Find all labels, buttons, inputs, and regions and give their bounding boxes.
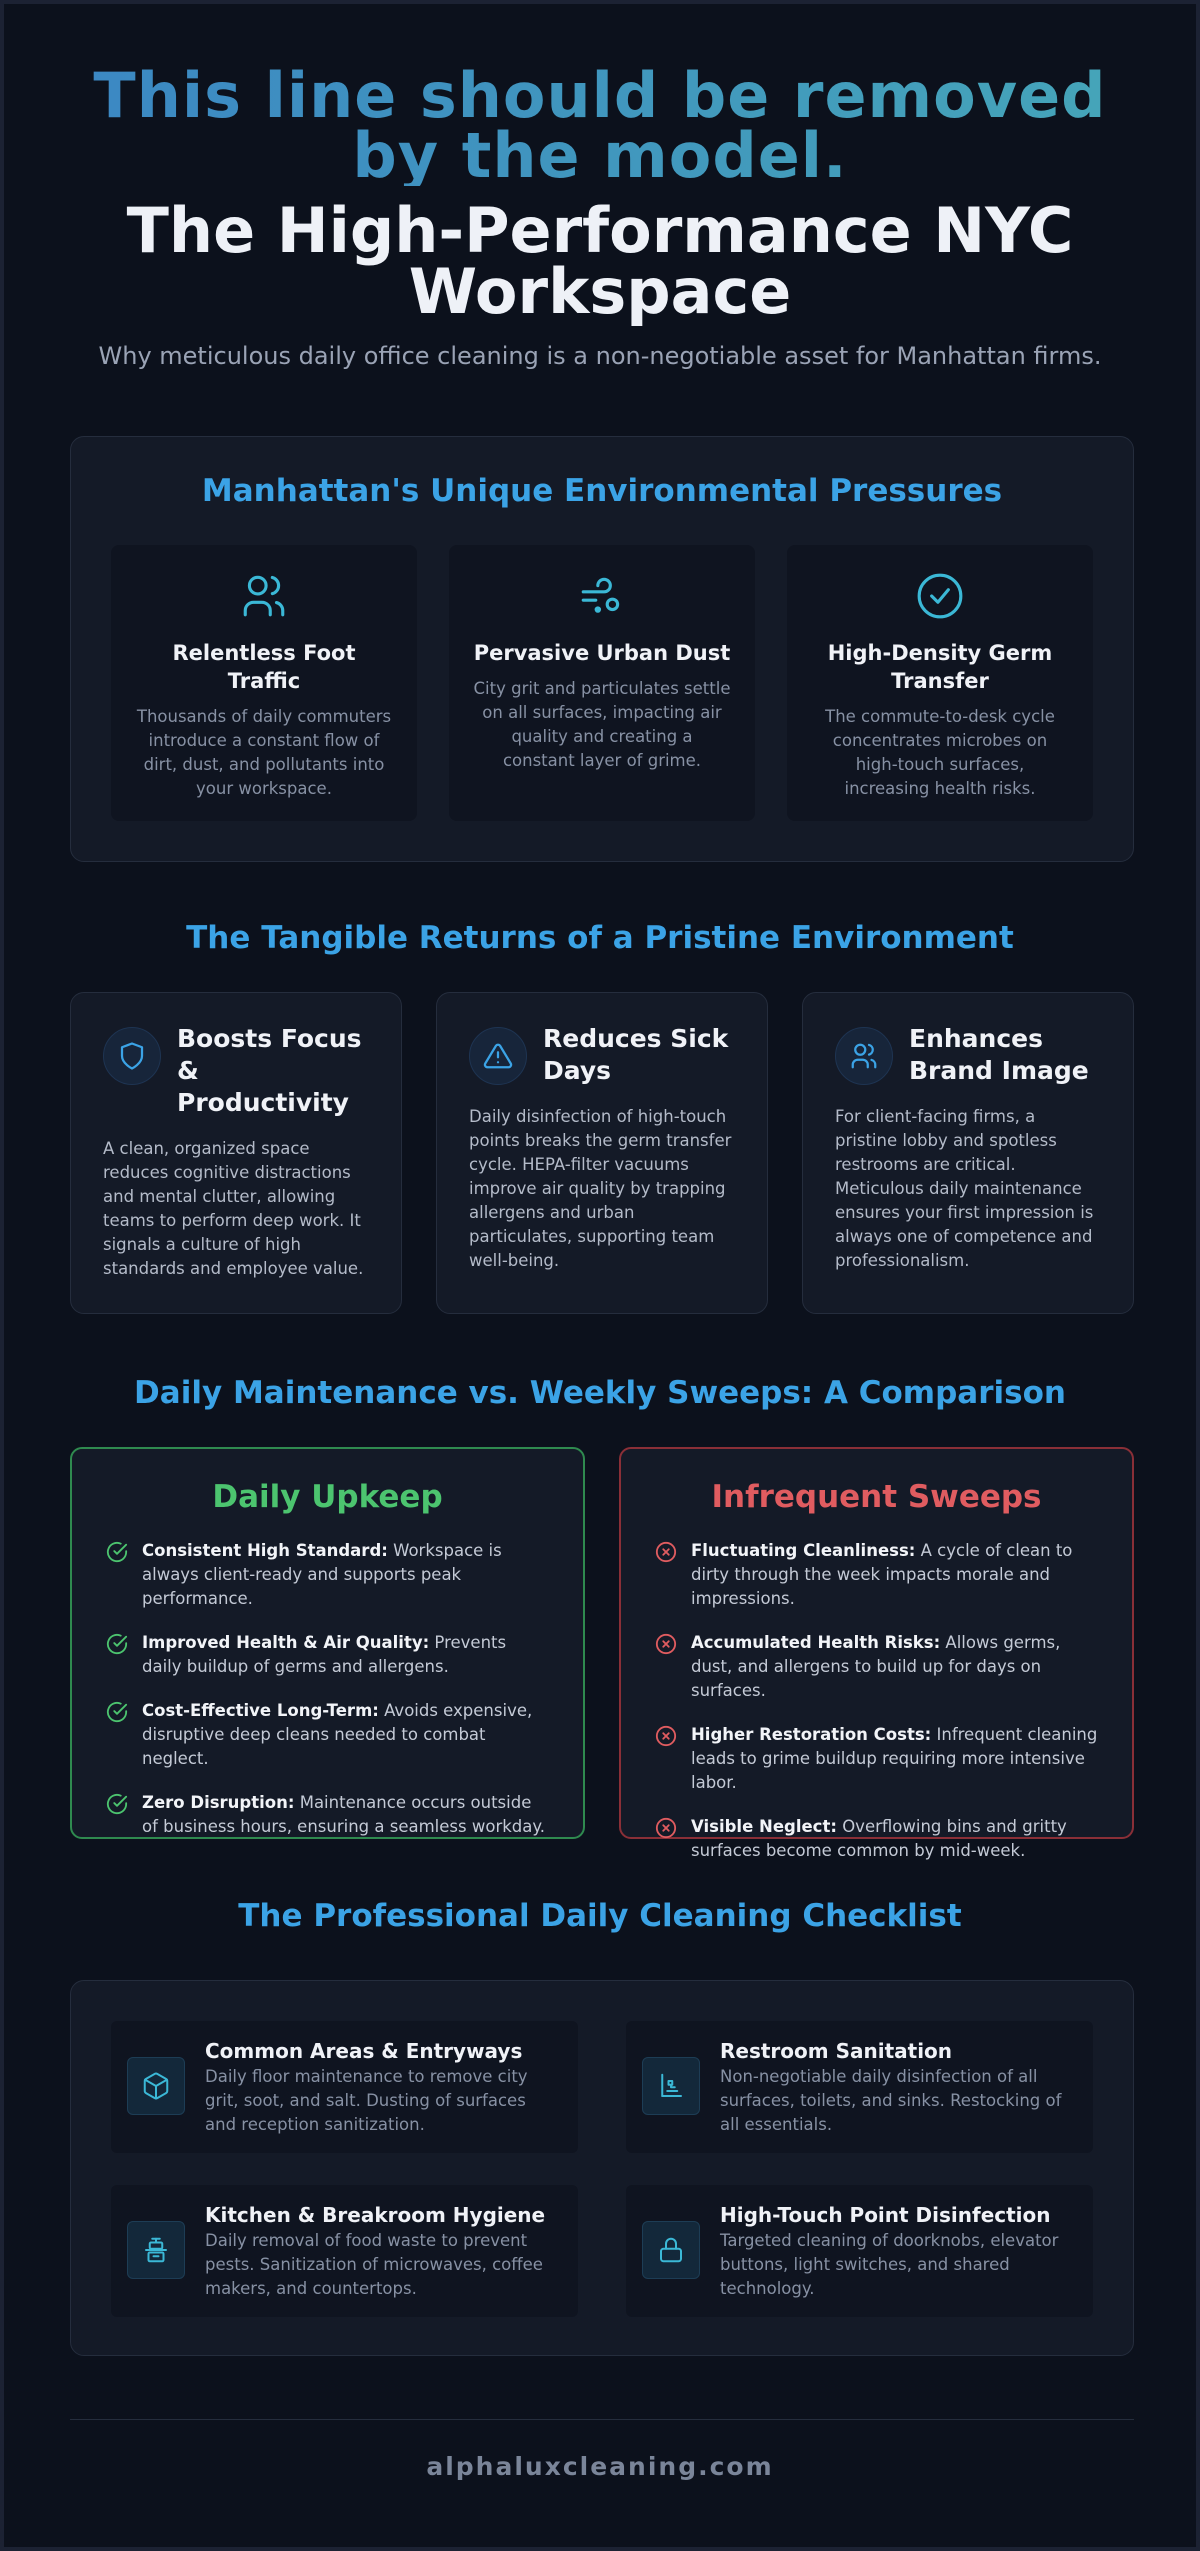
item-bold: Visible Neglect: [691,1817,837,1836]
list-item [655,1539,1098,1611]
infrequent-sweeps-title: Infrequent Sweeps [711,1479,1042,1515]
checklist-item-text: Non-negotiable daily disinfection of all surfaces, toilets, and sinks. Restocking of all essentials. [720,2067,1062,2134]
benefit-card [802,992,1134,1314]
alert-triangle-icon [469,1027,527,1085]
pressure-card [111,545,417,821]
users-icon [835,1027,893,1085]
comparison-title: Daily Maintenance vs. Weekly Sweeps: A Comparison [134,1375,1066,1411]
item-bold: Higher Restoration Costs: [691,1725,932,1744]
checklist-item-text: Targeted cleaning of doorknobs, elevator buttons, light switches, and shared technology. [720,2231,1059,2298]
check-circle-icon [106,1793,128,1815]
benefit-card-title: Reduces Sick Days [543,1024,729,1085]
lock-icon [642,2221,700,2279]
item-bold: Cost-Effective Long-Term: [142,1701,379,1720]
checklist-item-title: High-Touch Point Disinfection [720,2203,1051,2227]
item-bold: Fluctuating Cleanliness: [691,1541,916,1560]
checklist-item-text: Daily removal of food waste to prevent pests. Sanitization of microwaves, coffee makers, and countertops. [205,2231,543,2298]
checklist-title: The Professional Daily Cleaning Checklist [238,1898,962,1934]
footer-link[interactable]: alphaluxcleaning.com [426,2452,774,2481]
checklist-item [626,2185,1093,2317]
benefit-card-title: Boosts Focus & Productivity [177,1024,362,1117]
item-text: Overflowing bins and gritty surfaces become common by mid-week. [691,1817,1067,1860]
x-circle-icon [655,1817,677,1839]
check-circle-icon [106,1541,128,1563]
checklist-item [626,2021,1093,2153]
item-bold: Zero Disruption: [142,1793,295,1812]
benefit-card [436,992,768,1314]
checklist-item-title: Restroom Sanitation [720,2039,953,2063]
checklist-item-title: Common Areas & Entryways [205,2039,523,2063]
page-title: The High-Performance NYC Workspace [126,194,1074,328]
item-text: Workspace is always client-ready and supports peak performance. [142,1541,502,1608]
list-item [655,1631,1098,1703]
benefit-card-text: Daily disinfection of high-touch points breaks the germ transfer cycle. HEPA-filter vacuums improve air quality by trapping allergens and urban particulates, supporting team well-being. [469,1107,732,1270]
shield-icon [103,1027,161,1085]
checklist-item-title: Kitchen & Breakroom Hygiene [205,2203,546,2227]
x-circle-icon [655,1725,677,1747]
pressure-card-text: The commute-to-desk cycle concentrates microbes on high-touch surfaces, increasing health risks. [825,707,1055,798]
list-item [106,1791,549,1839]
pressure-card-text: Thousands of daily commuters introduce a constant flow of dirt, dust, and pollutants into your workspace. [136,707,392,798]
check-circle-icon [106,1633,128,1655]
pressure-card [449,545,755,821]
checklist-item [111,2185,578,2317]
pressure-card-title: High-Density Germ Transfer [827,641,1053,693]
pressure-card [787,545,1093,821]
benefit-card [70,992,402,1314]
header [4,4,1196,370]
pressures-title: Manhattan's Unique Environmental Pressures [201,473,1003,509]
list-item [655,1723,1098,1795]
list-item [106,1699,549,1771]
top-line: This line should be removed by the model. [4,66,1196,186]
item-text: Avoids expensive, disruptive deep cleans needed to combat neglect. [142,1701,533,1768]
checklist-item-text: Daily floor maintenance to remove city grit, soot, and salt. Dusting of surfaces and reception sanitization. [205,2067,528,2134]
item-text: Prevents daily buildup of germs and allergens. [142,1633,507,1676]
benefit-card-text: A clean, organized space reduces cognitive distractions and mental clutter, allowing teams to perform deep work. It signals a culture of high standards and employee value. [103,1139,364,1278]
infrequent-sweeps-card [619,1447,1134,1860]
users-icon [239,571,289,621]
benefit-card-text: For client-facing firms, a pristine lobby and spotless restrooms are critical. Meticulous daily maintenance ensures your first impression is always one of competence and professionalism. [835,1107,1094,1270]
item-text: Allows germs, dust, and allergens to build up for days on surfaces. [691,1633,1061,1700]
daily-upkeep-title: Daily Upkeep [212,1479,443,1515]
footer-divider [70,2419,1134,2420]
checklist-panel [70,1980,1134,2356]
pressure-card-title: Pervasive Urban Dust [473,641,731,665]
bath-icon [642,2057,700,2115]
x-circle-icon [655,1633,677,1655]
check-circle-icon [106,1701,128,1723]
pressures-panel [70,436,1134,862]
item-text: Infrequent cleaning leads to grime buildup requiring more intensive labor. [691,1725,1098,1792]
checklist-item [111,2021,578,2153]
list-item [106,1631,549,1679]
check-circle-icon [915,571,965,621]
pressure-card-text: City grit and particulates settle on all surfaces, impacting air quality and creating a constant layer of grime. [473,679,731,770]
returns-title: The Tangible Returns of a Pristine Environment [186,920,1014,956]
kitchen-icon [127,2221,185,2279]
item-text: Maintenance occurs outside of business hours, ensuring a seamless workday. [142,1793,546,1836]
list-item [106,1539,549,1611]
page-subtitle: Why meticulous daily office cleaning is a non-negotiable asset for Manhattan firms. [98,342,1102,370]
benefit-card-title: Enhances Brand Image [909,1024,1089,1085]
daily-upkeep-card [70,1447,585,1839]
item-bold: Accumulated Health Risks: [691,1633,941,1652]
item-text: A cycle of clean to dirty through the week impacts morale and impressions. [691,1541,1073,1608]
list-item [655,1815,1098,1863]
item-bold: Improved Health & Air Quality: [142,1633,430,1652]
x-circle-icon [655,1541,677,1563]
pressure-card-title: Relentless Foot Traffic [172,641,356,693]
item-bold: Consistent High Standard: [142,1541,388,1560]
box-icon [127,2057,185,2115]
wind-icon [577,571,627,621]
